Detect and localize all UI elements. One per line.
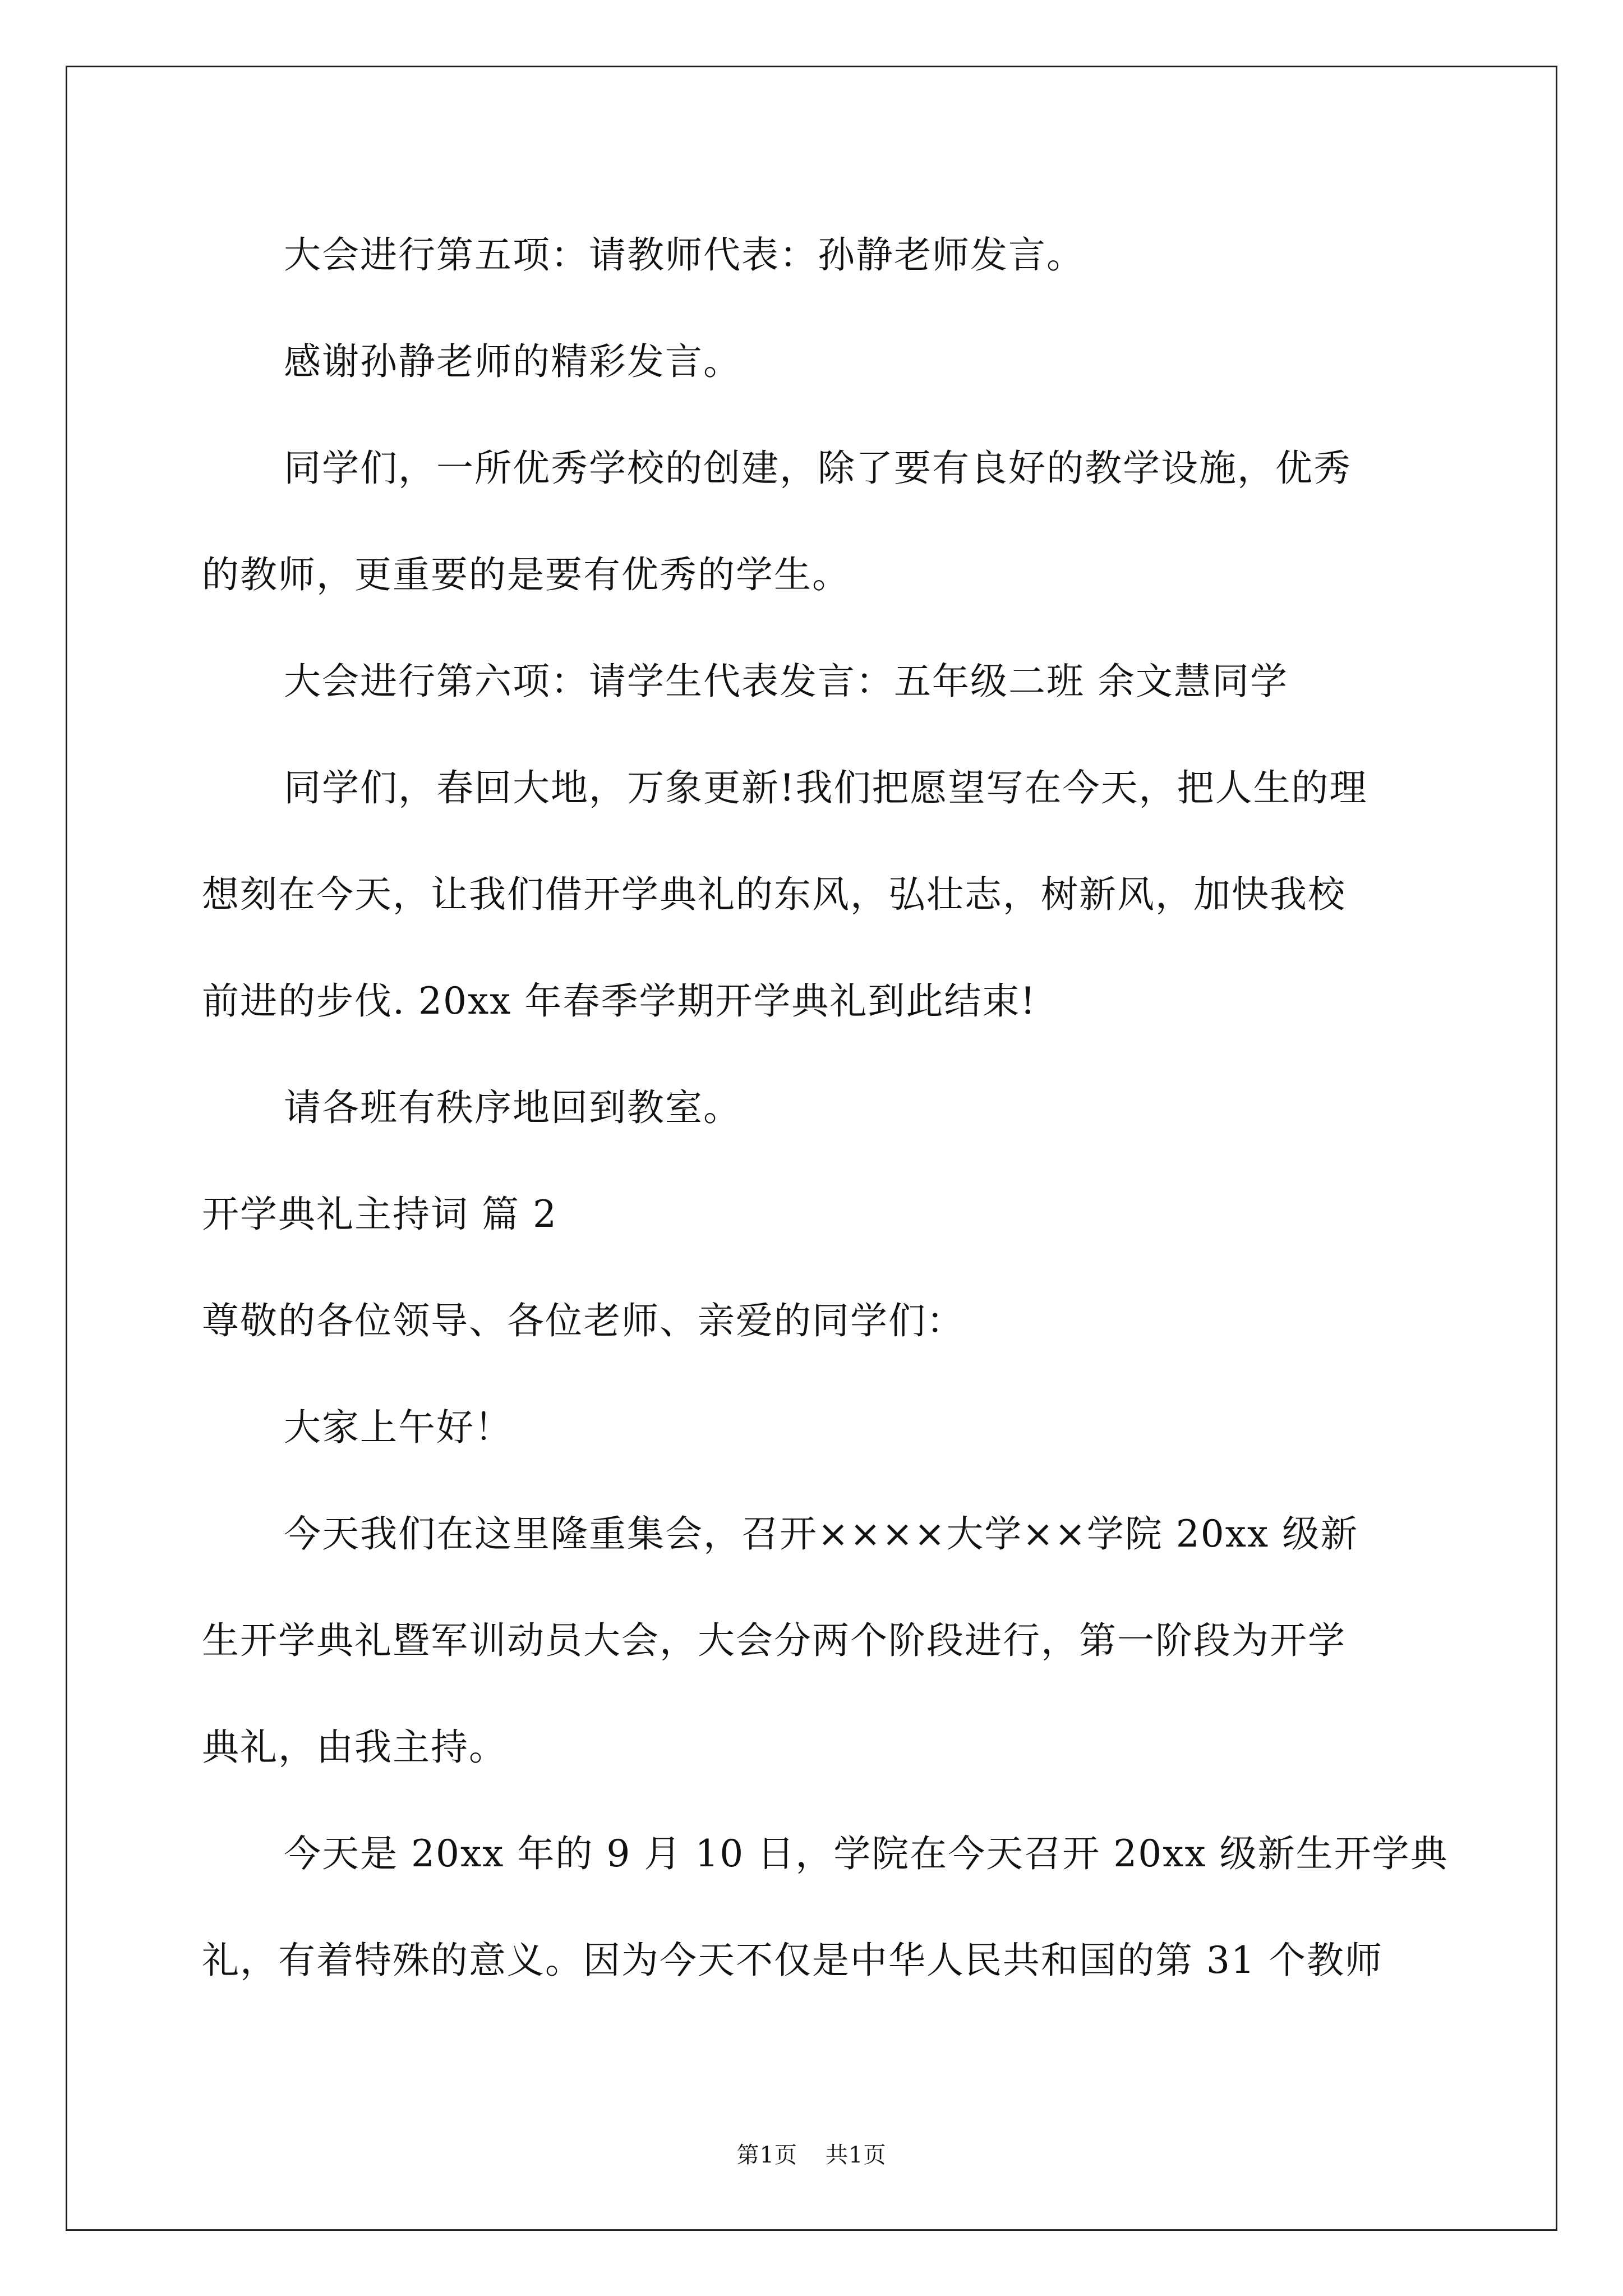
paragraph-line: 同学们，春回大地，万象更新!我们把愿望写在今天，把人生的理 [284,766,1368,809]
paragraph-line: 典礼，由我主持。 [202,1726,507,1769]
paragraph-line: 礼，有着特殊的意义。因为今天不仅是中华人民共和国的第 31 个教师 [202,1939,1383,1982]
paragraph-line: 今天是 20xx 年的 9 月 10 日，学院在今天召开 20xx 级新生开学典 [284,1832,1449,1875]
document-body [202,202,1449,2014]
section-heading: 开学典礼主持词 篇 2 [202,1193,557,1236]
paragraph-line: 请各班有秩序地回到教室。 [284,1086,741,1129]
paragraph-line: 大会进行第六项：请学生代表发言：五年级二班 余文慧同学 [284,660,1288,703]
paragraph-line: 的教师，更重要的是要有优秀的学生。 [202,553,850,596]
greeting-line: 大家上午好！ [284,1406,513,1449]
paragraph-line: 同学们，一所优秀学校的创建，除了要有良好的教学设施，优秀 [284,447,1352,490]
page-number-total: 共1页 [826,2142,887,2168]
paragraph-line: 感谢孙静老师的精彩发言。 [284,340,741,383]
paragraph-line: 大会进行第五项：请教师代表：孙静老师发言。 [284,233,1085,277]
paragraph-line: 今天我们在这里隆重集会，召开××××大学××学院 20xx 级新 [284,1512,1359,1556]
salutation-line: 尊敬的各位领导、各位老师、亲爱的同学们： [202,1299,965,1342]
page-footer [0,2138,1623,2172]
paragraph-line: 想刻在今天，让我们借开学典礼的东风，弘壮志，树新风，加快我校 [202,873,1346,916]
paragraph-line: 前进的步伐. 20xx 年春季学期开学典礼到此结束! [202,979,1036,1023]
paragraph-line: 生开学典礼暨军训动员大会，大会分两个阶段进行，第一阶段为开学 [202,1619,1346,1662]
page-number-current: 第1页 [736,2142,797,2168]
